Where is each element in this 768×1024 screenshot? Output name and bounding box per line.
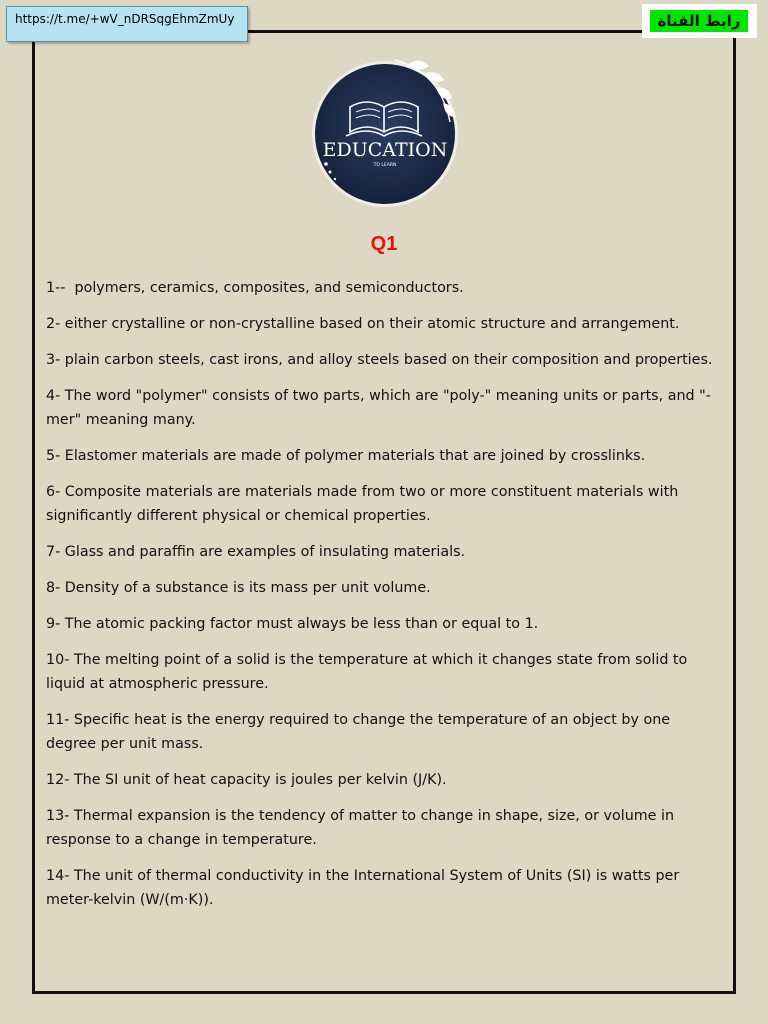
answer-item: 3- plain carbon steels, cast irons, and alloy steels based on their composition and properties. [46,352,713,368]
answer-item: 10- The melting point of a solid is the temperature at which it changes state from solid to liquid at atmospheric pressure. [46,652,692,692]
answer-item: 14- The unit of thermal conductivity in the International System of Units (SI) is watts per meter-kelvin (W/(m·K)). [46,868,684,908]
answer-item: 4- The word "polymer" consists of two parts, which are "poly-" meaning units or parts, and "-mer" meaning many. [46,388,711,428]
page-title: Q1 [370,233,398,255]
answer-item: 9- The atomic packing factor must always be less than or equal to 1. [46,616,539,632]
answer-item: 11- Specific heat is the energy required to change the temperature of an object by one degree per unit mass. [46,712,675,752]
channel-label-box[interactable] [642,4,757,38]
education-logo [300,52,470,212]
answer-item: 2- either crystalline or non-crystalline based on their atomic structure and arrangement. [46,316,680,332]
answer-item: 7- Glass and paraffin are examples of insulating materials. [46,544,466,560]
logo-text: EDUCATION [322,139,448,161]
answers-list [46,276,718,924]
answer-item: 6- Composite materials are materials made from two or more constituent materials with significantly different physical or chemical properties. [46,484,683,524]
answer-item: 13- Thermal expansion is the tendency of matter to change in shape, size, or volume in response to a change in temperature. [46,808,679,848]
answer-item: 1-- polymers, ceramics, composites, and semiconductors. [46,280,464,296]
logo-subtext: TO LEARN [373,163,397,168]
channel-label-text: رابط القناة [650,10,748,32]
channel-link[interactable]: https://t.me/+wV_nDRSqgEhmZmUy [6,6,248,42]
answer-item: 5- Elastomer materials are made of polymer materials that are joined by crosslinks. [46,448,646,464]
answer-item: 8- Density of a substance is its mass per unit volume. [46,580,431,596]
answer-item: 12- The SI unit of heat capacity is joules per kelvin (J/K). [46,772,447,788]
